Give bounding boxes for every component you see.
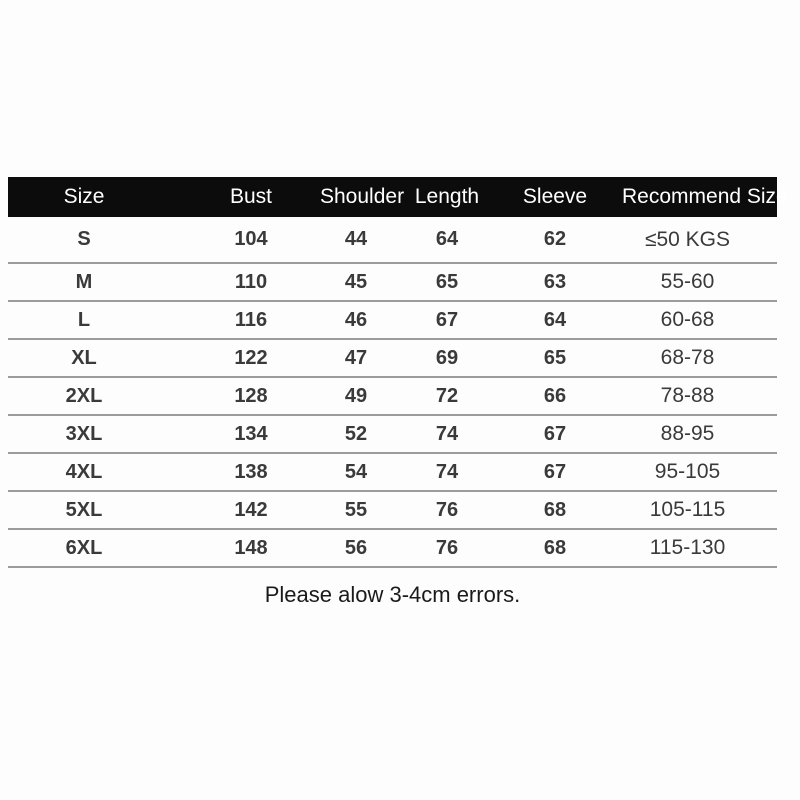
- column-header-size: Size: [63, 185, 105, 208]
- cell-length: 74: [412, 415, 504, 453]
- table-header-row: [8, 177, 777, 217]
- cell-size: 3XL: [8, 415, 160, 453]
- cell-size: M: [8, 263, 160, 301]
- table-row: [8, 217, 777, 263]
- cell-length: 72: [412, 377, 504, 415]
- table-row: [8, 453, 777, 491]
- cell-recommend: 78-88: [622, 377, 777, 415]
- cell-bust: 122: [160, 339, 320, 377]
- column-header-length: Length: [414, 185, 480, 208]
- table-row: [8, 491, 777, 529]
- cell-sleeve: 67: [504, 453, 622, 491]
- cell-bust: 148: [160, 529, 320, 567]
- cell-recommend: 55-60: [622, 263, 777, 301]
- cell-recommend: 105-115: [622, 491, 777, 529]
- cell-shoulder: 45: [320, 263, 412, 301]
- cell-bust: 116: [160, 301, 320, 339]
- cell-sleeve: 65: [504, 339, 622, 377]
- cell-sleeve: 67: [504, 415, 622, 453]
- cell-recommend: 60-68: [622, 301, 777, 339]
- cell-sleeve: 66: [504, 377, 622, 415]
- cell-shoulder: 49: [320, 377, 412, 415]
- cell-bust: 104: [160, 217, 320, 263]
- column-header-bust: Bust: [229, 185, 273, 208]
- cell-recommend: 115-130: [622, 529, 777, 567]
- cell-recommend: 68-78: [622, 339, 777, 377]
- cell-length: 69: [412, 339, 504, 377]
- cell-size: XL: [8, 339, 160, 377]
- column-header-recommend-size: Recommend Size: [622, 185, 788, 208]
- cell-size: 2XL: [8, 377, 160, 415]
- cell-size: L: [8, 301, 160, 339]
- table-row: [8, 301, 777, 339]
- cell-length: 76: [412, 491, 504, 529]
- cell-bust: 134: [160, 415, 320, 453]
- table-row: [8, 377, 777, 415]
- cell-sleeve: 68: [504, 529, 622, 567]
- cell-sleeve: 63: [504, 263, 622, 301]
- cell-shoulder: 52: [320, 415, 412, 453]
- column-header-sleeve: Sleeve: [522, 185, 588, 208]
- cell-sleeve: 68: [504, 491, 622, 529]
- table-row: [8, 263, 777, 301]
- cell-length: 67: [412, 301, 504, 339]
- cell-length: 64: [412, 217, 504, 263]
- table-row: [8, 529, 777, 567]
- cell-bust: 128: [160, 377, 320, 415]
- size-chart: [8, 177, 788, 608]
- cell-length: 65: [412, 263, 504, 301]
- cell-length: 74: [412, 453, 504, 491]
- table-row: [8, 339, 777, 377]
- cell-sleeve: 64: [504, 301, 622, 339]
- column-header-shoulder: Shoulder: [320, 185, 405, 208]
- cell-length: 76: [412, 529, 504, 567]
- cell-size: 4XL: [8, 453, 160, 491]
- cell-sleeve: 62: [504, 217, 622, 263]
- cell-shoulder: 44: [320, 217, 412, 263]
- cell-bust: 138: [160, 453, 320, 491]
- errors-note: Please alow 3-4cm errors.: [264, 582, 521, 607]
- cell-size: 5XL: [8, 491, 160, 529]
- cell-size: 6XL: [8, 529, 160, 567]
- cell-shoulder: 56: [320, 529, 412, 567]
- cell-shoulder: 54: [320, 453, 412, 491]
- cell-shoulder: 46: [320, 301, 412, 339]
- cell-recommend: 88-95: [622, 415, 777, 453]
- cell-bust: 142: [160, 491, 320, 529]
- cell-bust: 110: [160, 263, 320, 301]
- cell-size: S: [8, 217, 160, 263]
- cell-recommend: ≤50 KGS: [622, 217, 777, 263]
- cell-recommend: 95-105: [622, 453, 777, 491]
- cell-shoulder: 55: [320, 491, 412, 529]
- cell-shoulder: 47: [320, 339, 412, 377]
- table-row: [8, 415, 777, 453]
- size-chart-table: [8, 177, 788, 568]
